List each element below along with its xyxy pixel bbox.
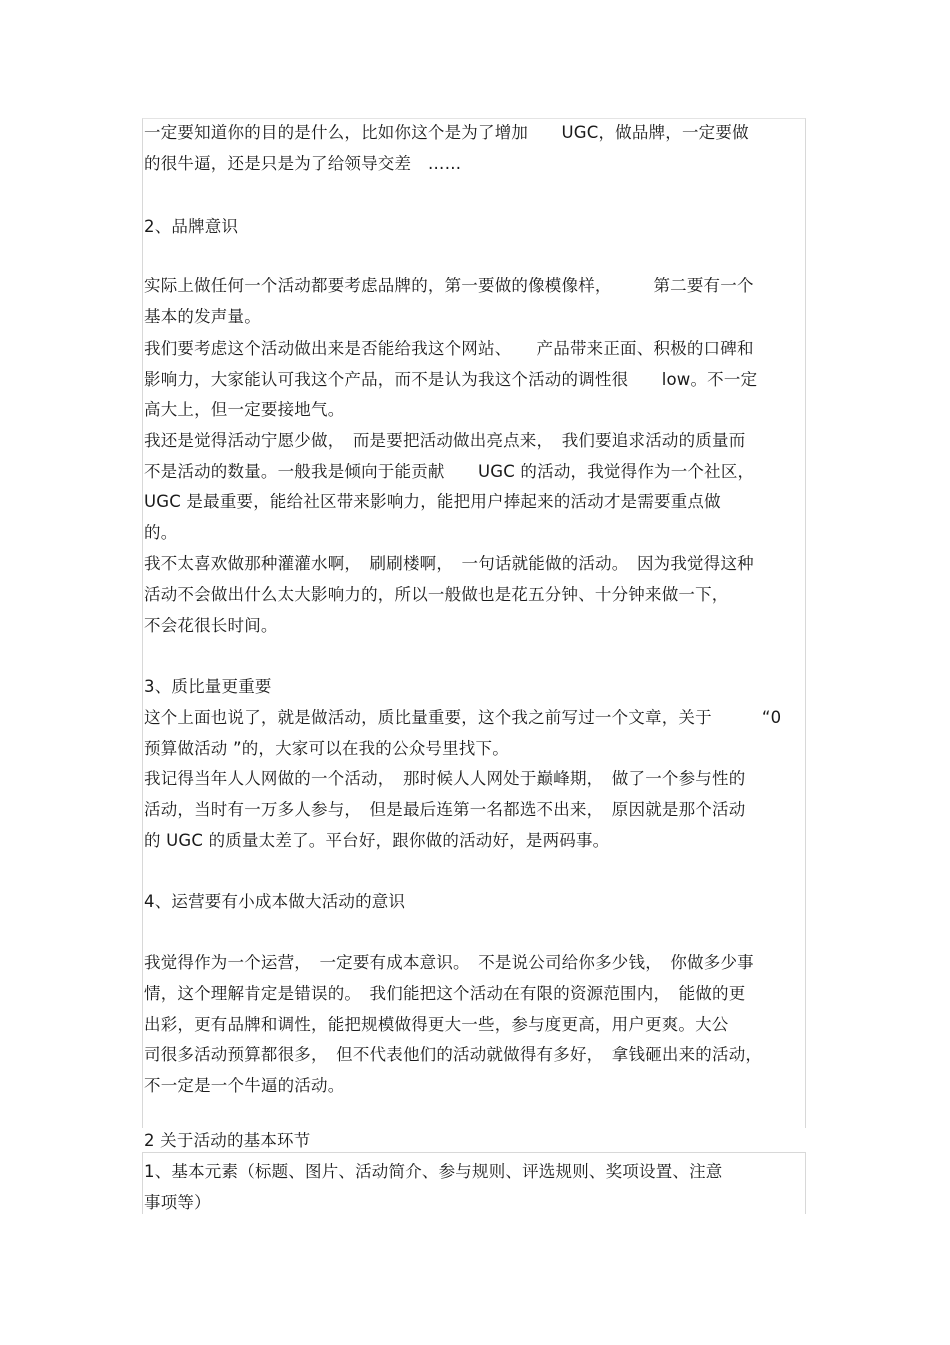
text-line: 出彩，更有品牌和调性，能把规模做得更大一些，参与度更高，用户更爽。大公 bbox=[144, 1015, 729, 1034]
text-line: 不一定是一个牛逼的活动。 bbox=[144, 1076, 345, 1095]
text-line: 情，这个理解肯定是错误的。 我们能把这个活动在有限的资源范围内， 能做的更 bbox=[144, 984, 746, 1003]
text-line: 司很多活动预算都很多， 但不代表他们的活动就做得有多好， 拿钱砸出来的活动， bbox=[144, 1045, 763, 1064]
section-heading: 3、质比量更重要 bbox=[144, 677, 272, 696]
text-line: 一定要知道你的目的是什么，比如你这个是为了增加 UGC，做品牌，一定要做 bbox=[144, 123, 749, 142]
text-line: 的。 bbox=[144, 523, 178, 542]
text-line: 我还是觉得活动宁愿少做， 而是要把活动做出亮点来， 我们要追求活动的质量而 bbox=[144, 431, 746, 450]
text-line: 1、基本元素（标题、图片、活动简介、参与规则、评选规则、奖项设置、注意 bbox=[144, 1162, 723, 1181]
section-heading: 2 关于活动的基本环节 bbox=[144, 1131, 311, 1150]
section-heading: 2、品牌意识 bbox=[144, 217, 239, 236]
text-line: 我不太喜欢做那种灌灌水啊， 刷刷楼啊， 一句话就能做的活动。 因为我觉得这种 bbox=[144, 554, 754, 573]
text-line: 预算做活动 ”的，大家可以在我的公众号里找下。 bbox=[144, 739, 509, 758]
text-line: 活动不会做出什么太大影响力的，所以一般做也是花五分钟、十分钟来做一下， bbox=[144, 585, 729, 604]
text-line: 的很牛逼，还是只是为了给领导交差 …… bbox=[144, 154, 462, 173]
section-heading: 4、运营要有小成本做大活动的意识 bbox=[144, 892, 406, 911]
text-line: 我觉得作为一个运营， 一定要有成本意识。 不是说公司给你多少钱， 你做多少事 bbox=[144, 953, 754, 972]
text-line: 影响力，大家能认可我这个产品，而不是认为我这个活动的调性很 low。不一定 bbox=[144, 370, 758, 389]
text-line: 这个上面也说了，就是做活动，质比量重要，这个我之前写过一个文章，关于 “0 bbox=[144, 708, 782, 727]
text-line: 我们要考虑这个活动做出来是否能给我这个网站、 产品带来正面、积极的口碑和 bbox=[144, 339, 754, 358]
text-line: 高大上，但一定要接地气。 bbox=[144, 400, 345, 419]
text-line: UGC 是最重要，能给社区带来影响力，能把用户捧起来的活动才是需要重点做 bbox=[144, 492, 721, 511]
text-line: 基本的发声量。 bbox=[144, 307, 261, 326]
text-line: 事项等） bbox=[144, 1193, 211, 1212]
text-line: 实际上做任何一个活动都要考虑品牌的，第一要做的像模像样， 第二要有一个 bbox=[144, 276, 754, 295]
text-line: 我记得当年人人网做的一个活动， 那时候人人网处于巅峰期， 做了一个参与性的 bbox=[144, 769, 746, 788]
text-line: 的 UGC 的质量太差了。平台好，跟你做的活动好，是两码事。 bbox=[144, 831, 610, 850]
text-line: 活动，当时有一万多人参与， 但是最后连第一名都选不出来， 原因就是那个活动 bbox=[144, 800, 746, 819]
text-line: 不是活动的数量。一般我是倾向于能贡献 UGC 的活动，我觉得作为一个社区， bbox=[144, 462, 755, 481]
text-line: 不会花很长时间。 bbox=[144, 616, 278, 635]
